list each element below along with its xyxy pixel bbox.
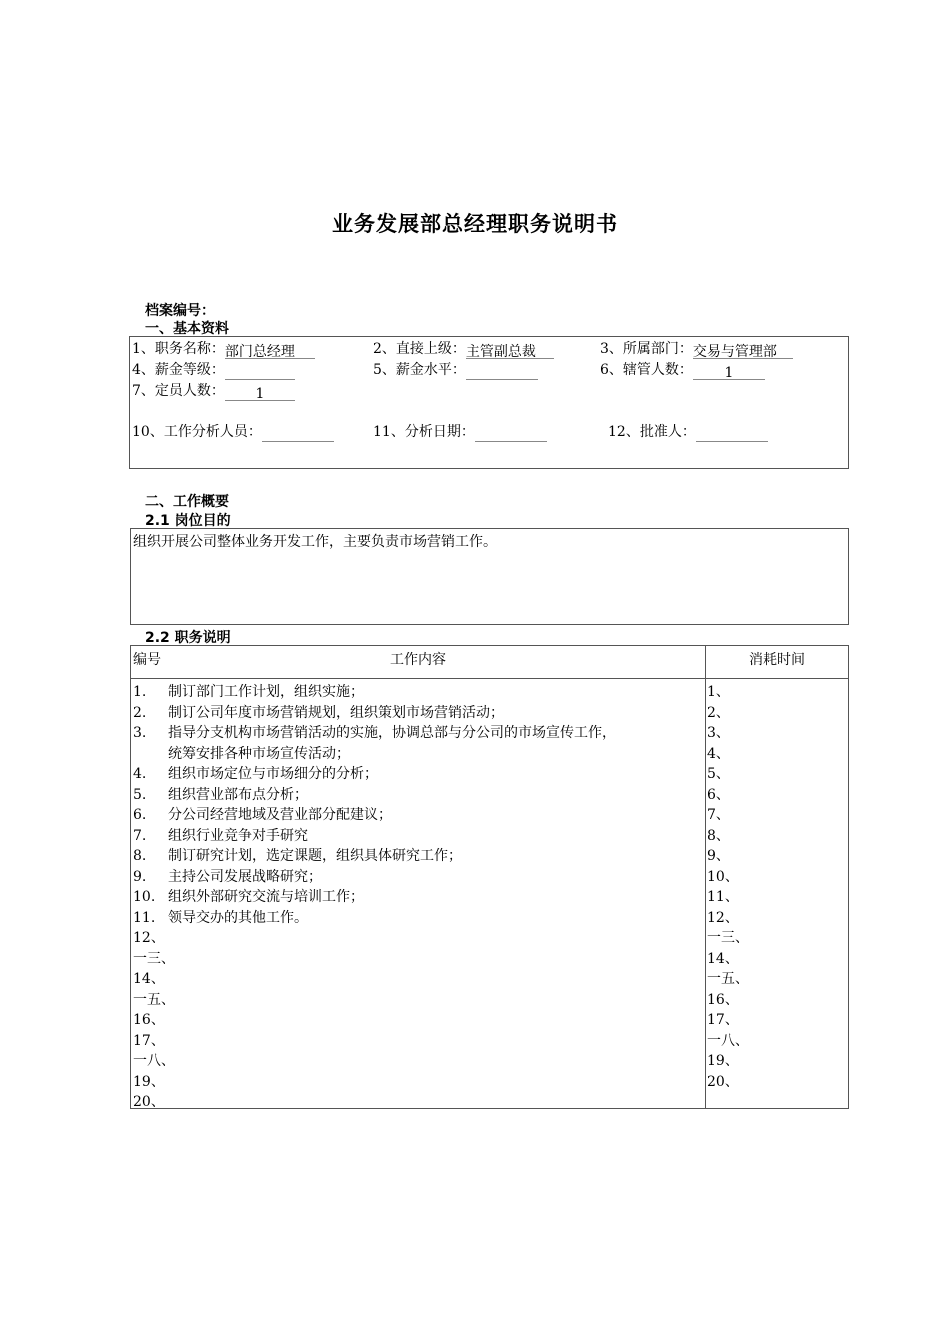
field-supervisor-value: 主管副总裁 [466, 342, 554, 359]
time-row: 一五、 [707, 971, 749, 987]
duty-row [133, 1031, 703, 1052]
duty-row [133, 1092, 703, 1113]
field-approver-label: 12、批准人： [608, 424, 696, 440]
time-row: 6、 [707, 786, 730, 803]
archive-number-label: 档案编号： [145, 303, 215, 319]
time-row: 9、 [707, 848, 730, 864]
field-supervisor [373, 339, 554, 359]
table-header-divider [131, 678, 848, 679]
time-row: 11、 [707, 889, 739, 905]
duty-row [133, 949, 703, 970]
field-analyst-value [262, 425, 334, 442]
duty-number: 19、 [133, 1073, 165, 1090]
field-analysis-date-value [475, 425, 547, 442]
time-row: 12、 [707, 909, 739, 926]
duty-row [133, 887, 703, 908]
duty-list [133, 682, 703, 1113]
duty-row [133, 846, 703, 867]
duty-text: 组织行业竞争对手研究 [168, 827, 308, 844]
field-analyst-label: 10、工作分析人员： [132, 424, 262, 440]
duty-row [133, 969, 703, 990]
field-job-title-value: 部门总经理 [225, 342, 315, 359]
field-salary-grade-value [225, 363, 295, 380]
duty-number: 16、 [133, 1012, 165, 1028]
duty-number: 一五、 [133, 991, 175, 1008]
time-row: 8、 [707, 827, 730, 844]
time-row: 2、 [707, 704, 730, 721]
time-row: 20、 [707, 1073, 739, 1090]
duty-row [133, 805, 703, 826]
field-department-value: 交易与管理部 [693, 342, 793, 359]
purpose-text: 组织开展公司整体业务开发工作，主要负责市场营销工作。 [133, 534, 497, 550]
field-managed-count [600, 360, 765, 380]
duty-number: 17、 [133, 1032, 165, 1049]
field-managed-count-value: 1 [693, 363, 765, 380]
time-row: 19、 [707, 1053, 739, 1069]
duty-number: 10. [133, 889, 156, 905]
duty-row [133, 785, 703, 806]
basic-info-box [129, 336, 849, 469]
duty-number: 20、 [133, 1094, 165, 1110]
table-column-divider [705, 646, 706, 1108]
duty-text: 分公司经营地域及营业部分配建议； [168, 807, 392, 823]
time-list [707, 682, 847, 1092]
duty-number: 一八、 [133, 1053, 175, 1069]
field-headcount-label: 7、定员人数： [132, 383, 225, 399]
duty-text: 制订公司年度市场营销规划，组织策划市场营销活动； [168, 704, 504, 721]
duty-number: 4. [133, 766, 147, 782]
duty-text: 制订部门工作计划，组织实施； [168, 684, 364, 700]
time-row: 5、 [707, 766, 730, 782]
field-approver-value [696, 425, 768, 442]
duty-row [133, 744, 703, 765]
time-row: 16、 [707, 991, 739, 1008]
duty-text: 统筹安排各种市场宣传活动； [168, 745, 350, 762]
field-approver [608, 422, 768, 442]
duty-row [133, 1051, 703, 1072]
duty-number: 1. [133, 684, 147, 700]
field-job-title-label: 1、职务名称： [132, 341, 225, 357]
duty-number: 9. [133, 868, 147, 885]
section-job-overview-heading: 二、工作概要 [145, 494, 229, 510]
field-analyst [132, 422, 334, 442]
duty-row [133, 1072, 703, 1093]
duty-number: 2. [133, 704, 147, 721]
duty-row [133, 990, 703, 1011]
time-row: 7、 [707, 807, 730, 823]
time-row: 10、 [707, 868, 739, 885]
time-row: 一三、 [707, 930, 749, 946]
duty-row [133, 723, 703, 744]
duties-table [130, 645, 849, 1109]
duty-number: 5. [133, 786, 147, 803]
duty-text: 组织市场定位与市场细分的分析； [168, 766, 378, 782]
duty-row [133, 703, 703, 724]
document-title: 业务发展部总经理职务说明书 [332, 212, 618, 236]
duty-number: 11. [133, 909, 156, 926]
duty-row [133, 826, 703, 847]
duty-row [133, 764, 703, 785]
duties-heading: 2.2 职务说明 [145, 630, 231, 646]
duty-text: 组织外部研究交流与培训工作； [168, 889, 364, 905]
field-department-label: 3、所属部门： [600, 341, 693, 357]
duty-number: 6. [133, 807, 147, 823]
duty-number: 3. [133, 725, 147, 741]
duty-number: 14、 [133, 971, 165, 987]
field-headcount [132, 381, 295, 401]
time-row: 1、 [707, 684, 730, 700]
duty-text: 领导交办的其他工作。 [168, 909, 308, 926]
section-basic-info-heading: 一、基本资料 [145, 321, 229, 337]
time-row: 17、 [707, 1012, 739, 1028]
duty-row [133, 867, 703, 888]
purpose-box [130, 528, 849, 625]
duty-row [133, 908, 703, 929]
duty-number: 8. [133, 848, 147, 864]
field-salary-level-value [466, 363, 538, 380]
duty-text: 制订研究计划，选定课题，组织具体研究工作； [168, 848, 462, 864]
time-row: 4、 [707, 745, 730, 762]
duty-text: 组织营业部布点分析； [168, 786, 308, 803]
header-number: 编号 [133, 652, 161, 668]
field-headcount-value: 1 [225, 384, 295, 401]
field-department [600, 339, 793, 359]
time-row: 3、 [707, 725, 730, 741]
duty-row [133, 928, 703, 949]
field-salary-level-label: 5、薪金水平： [373, 362, 466, 378]
field-managed-count-label: 6、辖管人数： [600, 362, 693, 378]
field-salary-grade-label: 4、薪金等级： [132, 362, 225, 378]
duty-number: 12、 [133, 930, 165, 946]
time-row: 14、 [707, 950, 739, 967]
duty-number: 7. [133, 827, 147, 844]
duty-row [133, 682, 703, 703]
field-job-title [132, 339, 315, 359]
purpose-heading: 2.1 岗位目的 [145, 513, 231, 529]
duty-text: 指导分支机构市场营销活动的实施，协调总部与分公司的市场宣传工作， [168, 725, 616, 741]
field-analysis-date [373, 422, 547, 442]
duty-row [133, 1010, 703, 1031]
time-row: 一八、 [707, 1032, 749, 1049]
field-salary-grade [132, 360, 295, 380]
field-salary-level [373, 360, 538, 380]
field-analysis-date-label: 11、分析日期： [373, 424, 475, 440]
duty-number: 一三、 [133, 950, 175, 967]
duty-text: 主持公司发展战略研究； [168, 868, 322, 885]
field-supervisor-label: 2、直接上级： [373, 341, 466, 357]
header-content: 工作内容 [390, 652, 446, 668]
header-time: 消耗时间 [749, 652, 805, 668]
